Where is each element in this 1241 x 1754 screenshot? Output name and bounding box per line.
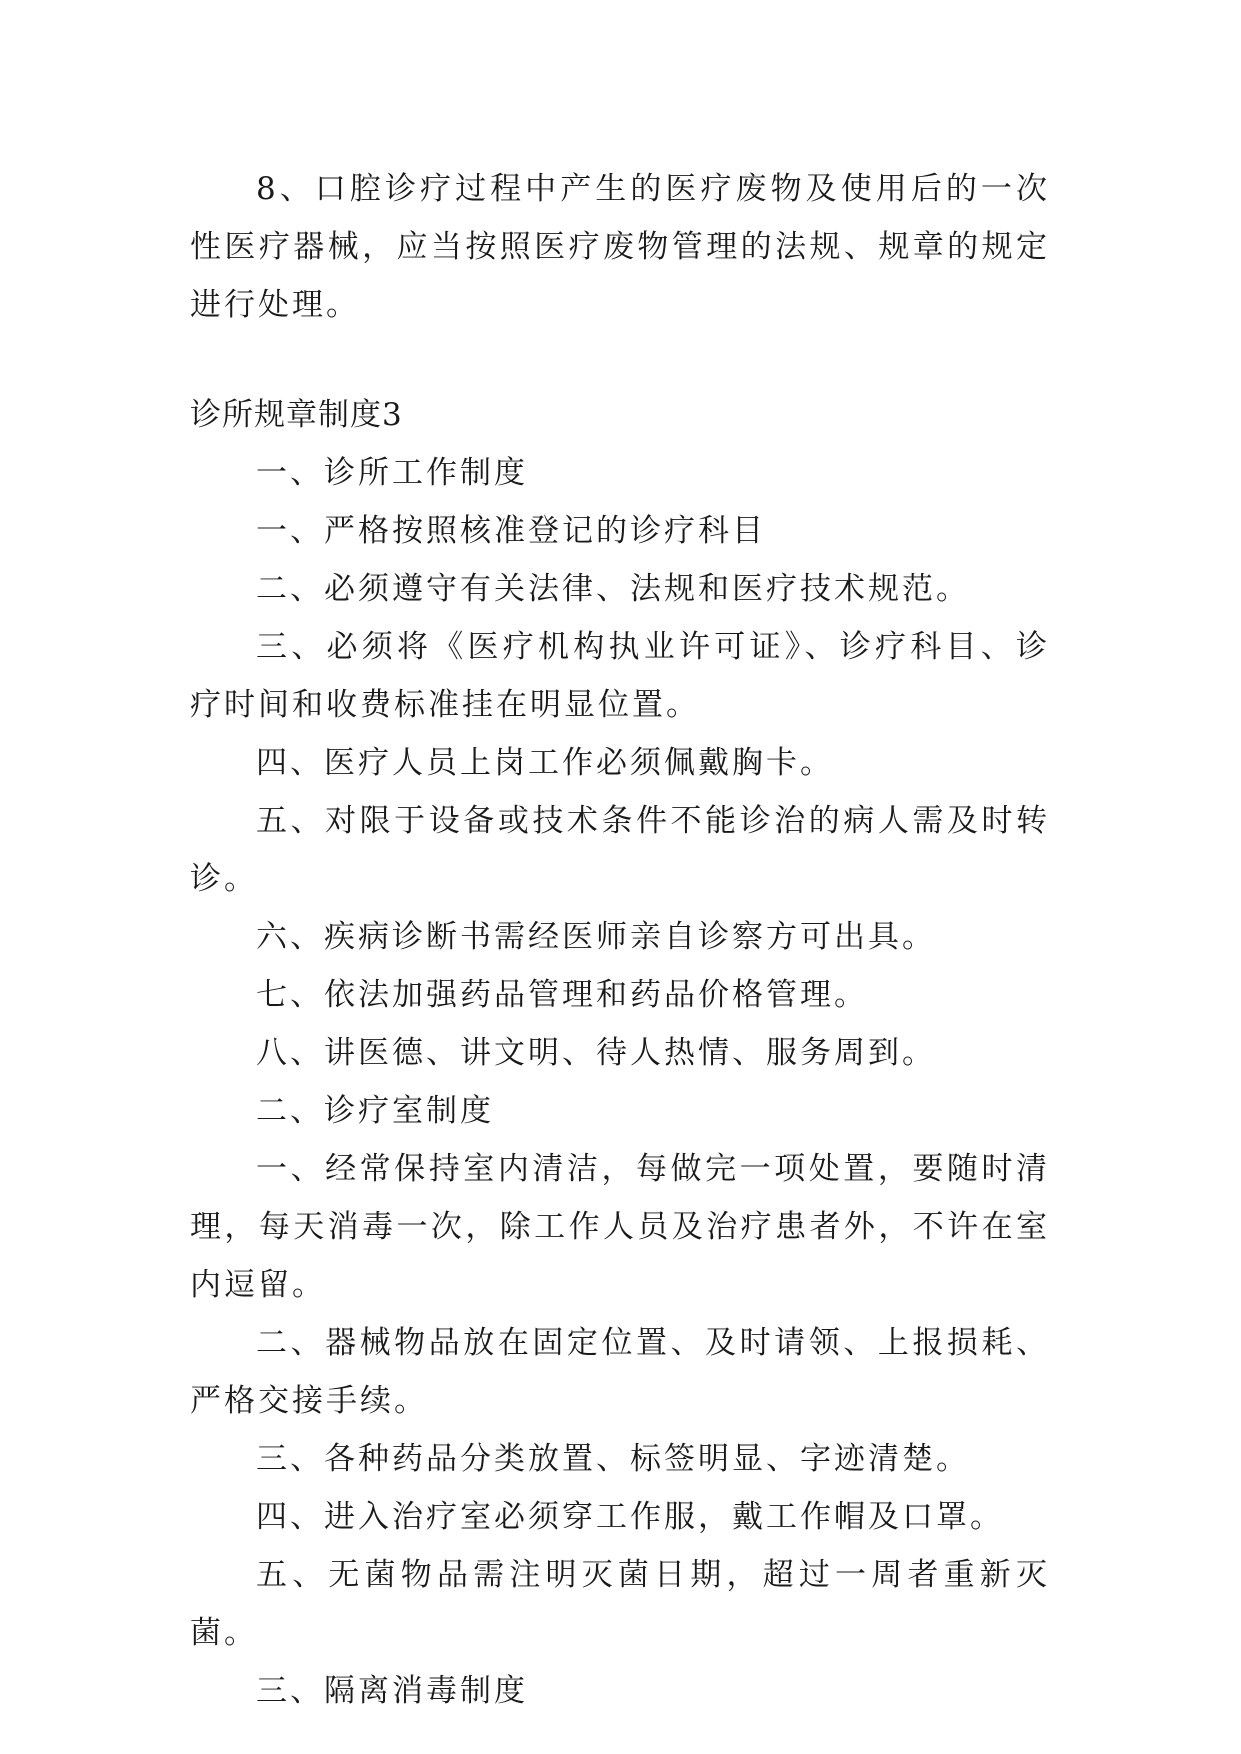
clinic-work-item-3: 三、必须将《医疗机构执业许可证》、诊疗科目、诊疗时间和收费标准挂在明显位置。	[190, 629, 1050, 723]
clinic-work-item-6: 六、疾病诊断书需经医师亲自诊察方可出具。	[256, 919, 936, 955]
clinic-work-item-8: 八、讲医德、讲文明、待人热情、服务周到。	[256, 1035, 936, 1071]
section-title: 诊所规章制度3	[190, 397, 403, 433]
treatment-room-item-3: 三、各种药品分类放置、标签明显、字迹清楚。	[256, 1441, 970, 1477]
treatment-room-item-1: 一、经常保持室内清洁，每做完一项处置，要随时清理，每天消毒一次，除工作人员及治疗患者外，不许在室内逗留。	[190, 1151, 1050, 1303]
clinic-work-item-4: 四、医疗人员上岗工作必须佩戴胸卡。	[256, 745, 834, 781]
treatment-room-item-5: 五、无菌物品需注明灭菌日期，超过一周者重新灭菌。	[190, 1557, 1050, 1651]
clinic-work-item-1: 一、严格按照核准登记的诊疗科目	[256, 513, 766, 549]
clinic-work-item-5: 五、对限于设备或技术条件不能诊治的病人需及时转诊。	[190, 803, 1050, 897]
clinic-work-item-2: 二、必须遵守有关法律、法规和医疗技术规范。	[256, 571, 970, 607]
subsection-title-treatment-room: 二、诊疗室制度	[256, 1093, 494, 1129]
paragraph-item-8: 8、口腔诊疗过程中产生的医疗废物及使用后的一次性医疗器械，应当按照医疗废物管理的法规、规章的规定进行处理。	[190, 171, 1050, 323]
subsection-title-clinic-work: 一、诊所工作制度	[256, 455, 528, 491]
document-body	[190, 160, 1050, 1720]
treatment-room-item-4: 四、进入治疗室必须穿工作服，戴工作帽及口罩。	[256, 1499, 1004, 1535]
treatment-room-item-2: 二、器械物品放在固定位置、及时请领、上报损耗、严格交接手续。	[190, 1325, 1050, 1419]
subsection-title-isolation: 三、隔离消毒制度	[256, 1673, 528, 1709]
clinic-work-item-7: 七、依法加强药品管理和药品价格管理。	[256, 977, 868, 1013]
